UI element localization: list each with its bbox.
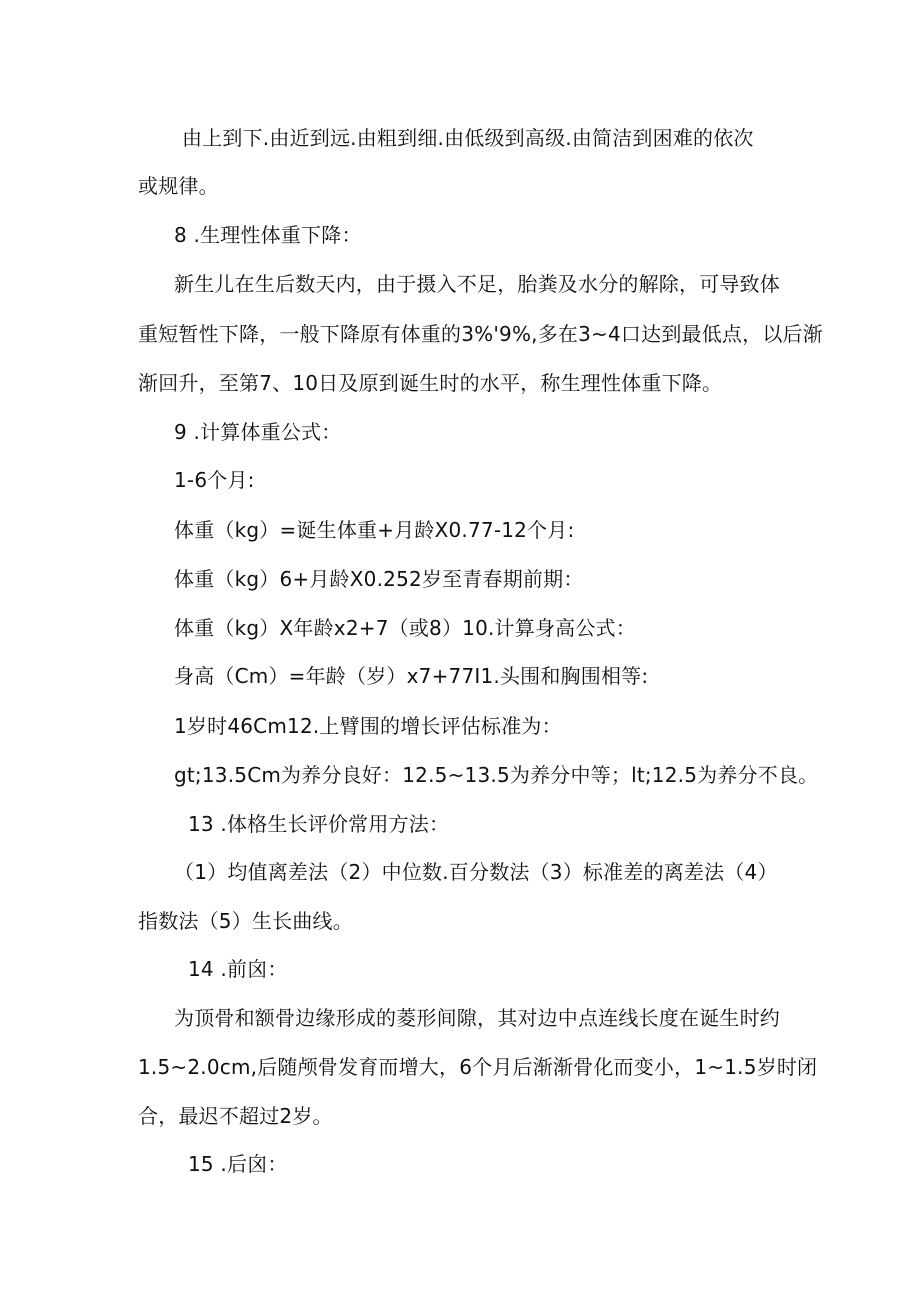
section-heading-9: 9 .计算体重公式：	[174, 420, 342, 444]
section-heading-15: 15 .后囟：	[188, 1152, 288, 1176]
text-line-4: 新生儿在生后数天内，由于摄入不足，胎粪及水分的解除，可导致体	[174, 272, 780, 296]
text-line-2: 或规律。	[138, 174, 219, 198]
text-line-10: 体重（kg）6+月龄X0.252岁至青春期前期：	[174, 567, 584, 591]
text-line-19: 为顶骨和额骨边缘形成的菱形间隙，其对边中点连线长度在诞生时约	[174, 1006, 780, 1030]
text-line-6: 渐回升，至第7、10日及原到诞生时的水平，称生理性体重下降。	[138, 371, 723, 395]
section-heading-14: 14 .前囟：	[188, 957, 288, 981]
section-heading-8: 8 .生理性体重下降：	[174, 223, 362, 247]
text-line-16: （1）均值离差法（2）中位数.百分数法（3）标准差的离差法（4）	[174, 860, 778, 884]
text-line-14: gt;13.5Cm为养分良好：12.5~13.5为养分中等；lt;12.5为养分不良。	[174, 763, 819, 787]
text-line-11: 体重（kg）X年龄x2+7（或8）10.计算身高公式：	[174, 616, 636, 640]
text-line-8: 1-6个月:	[174, 468, 255, 492]
text-line-17: 指数法（5）生长曲线。	[138, 909, 353, 933]
text-line-9: 体重（kg）=诞生体重+月龄X0.77-12个月:	[174, 518, 575, 542]
text-line-13: 1岁时46Cm12.上臂围的增长评估标准为：	[174, 714, 562, 738]
text-line-12: 身高（Cm）=年龄（岁）x7+77I1.头围和胸围相等:	[174, 664, 649, 688]
text-line-1: 由上到下.由近到远.由粗到细.由低级到高级.由简洁到困难的依次	[182, 126, 754, 150]
text-line-21: 合，最迟不超过2岁。	[138, 1104, 333, 1128]
section-heading-13: 13 .体格生长评价常用方法：	[188, 812, 450, 836]
text-line-20: 1.5~2.0cm,后随颅骨发育而增大，6个月后渐渐骨化而变小，1~1.5岁时闭	[138, 1055, 818, 1079]
text-line-5: 重短暂性下降，一般下降原有体重的3%'9%,多在3~4口达到最低点，以后渐	[138, 322, 823, 346]
